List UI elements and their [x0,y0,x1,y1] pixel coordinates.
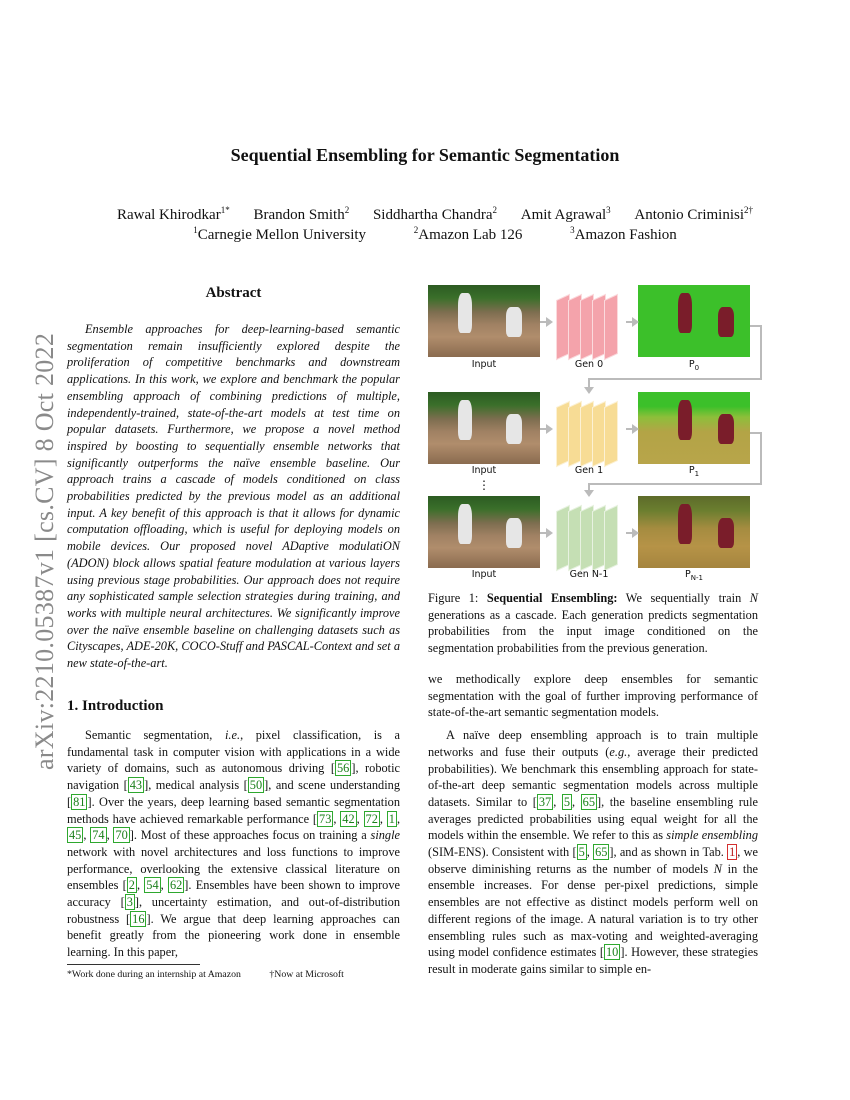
abstract-body [67,321,400,672]
generation-label: Gen N-1 [569,569,609,580]
footnote: †Now at Microsoft [269,969,344,980]
citation-link[interactable]: 73 [319,811,332,826]
input-label: Input [471,359,497,370]
prediction-label: $P_0$ [688,359,700,372]
input-label: Input [471,569,497,580]
author: Rawal Khirodkar$^{1*}$ [116,205,230,223]
intro-heading: 1. Introduction [67,698,164,714]
citation-link[interactable]: 62 [169,878,183,893]
paper-title: Sequential Ensembling for Semantic Segmentation [230,145,620,165]
citation-link[interactable]: 1 [388,811,395,826]
citation-link[interactable]: 65 [595,845,608,860]
footnotes [67,969,407,980]
citation-link[interactable]: 3 [126,895,133,910]
figure-1 [428,285,768,585]
citation-link[interactable]: 50 [249,778,263,793]
abstract-text: Ensemble approaches for deep-learning-based semantic segmentation remain insufficiently explored despite the proliferation of competitive benchmarks and downstream applications. In this work, we explore and benchmark the popular ensembling approach of combining predictions of multiple, independently-trained, state-of-the-art models at test time on popular datasets. Furthermore, we propose a novel method inspired by boosting to sequentially ensemble networks that significantly outperforms the naïve ensemble baseline. Our approach trains a cascade of models conditioned on class probabilities predicted by the previous model as an additional input. A key benefit of this approach is that it allows for dynamic computation offloading, which is useful for deploying models on mobile devices. Our proposed novel ADaptive modulatiON (ADON) block allows spatial feature modulation at various layers using previous stage probabilities. Our approach does not require any sophisticated sample selection strategies during training, and works with multiple neural architectures. We significantly improve over the naïve ensemble baseline on challenging datasets such as Cityscapes, ADE-20K, COCO-Stuff and PASCAL-Context and set a new state-of-the-art. [67,322,400,671]
generation-block-gen-1 [550,392,628,464]
prediction-map-pn-1 [638,496,750,568]
citation-link[interactable]: 5 [578,845,585,860]
citation-link[interactable]: 74 [92,828,105,843]
author-block [60,205,810,245]
citation-link[interactable]: 43 [129,778,143,793]
author: Amit Agrawal$^3$ [520,205,611,223]
intro-body [67,727,400,961]
prediction-label: $P_1$ [688,465,700,478]
affiliation: $^1$Carnegie Mellon University [193,225,367,243]
author: Brandon Smith$^2$ [253,205,350,223]
figure-caption: Figure 1: Sequential Ensembling: We sequentially train N generations as a cascade. Each generation predicts segmentation probabilities from the input image conditioned on the segmentation probabilities from the previous generation. [428,591,758,656]
prediction-label: $P_{N-1}$ [685,569,703,582]
affiliation: $^2$Amazon Lab 126 [413,225,523,243]
arxiv-sidebar [10,300,59,780]
citation-link[interactable]: 56 [336,761,350,776]
generation-block-gen-0 [550,285,628,357]
citation-link[interactable]: 37 [538,794,552,809]
intro-paragraph: Semantic segmentation, i.e., pixel classification, is a fundamental task in computer vision with applications in a wide variety of domains, such as autonomous driving [ 56 ], robotic navigation [ 43 ], medical analysis [ 50 ], and scene understanding [ 81 ]. Over the years, deep learning based semantic segmentation methods have achieved remarkable performance [ 73 , 42 , 72 , 1 , 45 , 74 , 70 ]. Most of these approaches focus on training a single network with novel architectures and loss functions to improve performance, overlooking the extensive classical literature on ensembles [ 2 , 54 , 62 ]. Ensembles have been shown to improve accuracy [ 3 ], uncertainty estimation, and out-of-distribution robustness [ 16 ]. We argue that deep learning approaches can benefit greatly from the pioneering work done in ensemble learning. In this paper, [67,728,401,960]
citation-link[interactable]: 10 [606,945,619,960]
generation-label: Gen 1 [574,465,604,476]
footnote-rule [67,964,200,965]
author: Siddhartha Chandra$^2$ [372,205,498,223]
citation-link[interactable]: 70 [115,828,128,843]
citation-link[interactable]: 16 [132,911,145,926]
citation-link[interactable]: 81 [73,794,86,809]
abstract-heading: Abstract [205,285,262,301]
generation-block-gen-n-1 [550,496,628,568]
ellipsis: ⋮ [478,478,490,492]
affiliation: $^3$Amazon Fashion [570,225,677,243]
citation-link[interactable]: 45 [69,828,82,843]
footnote: *Work done during an internship at Amazon [67,969,241,980]
arxiv-identifier: arXiv:2210.05387v1 [cs.CV] 8 Oct 2022 [30,332,59,770]
prediction-map-p0 [638,285,750,357]
right-column-body [428,671,758,978]
body-paragraph: we methodically explore deep ensembles for semantic segmentation with the goal of further improving performance of state-of-the-art semantic segmentation models. [428,672,758,720]
author: Antonio Criminisi$^{2\dagger}$ [634,205,754,223]
citation-link[interactable]: 5 [563,794,571,809]
prediction-map-p1 [638,392,750,464]
affiliation-list [60,225,810,245]
citation-link[interactable]: 2 [128,878,135,893]
body-paragraph: A naïve deep ensembling approach is to train multiple networks and fuse their outputs (e.g., average their predicted probabilities). We benchmark this ensembling approach for state-of-the-art deep semantic segmentation models across multiple datasets. Similar to [ 37 , 5 , 65 ], the baseline ensembling rule averages predicted probabilities using equal weight for all the models within the ensemble. We refer to this as simple ensembling (SIM-ENS). Consistent with [ 5 , 65 ], and as shown in Tab. 1 , we observe diminishing returns as the number of models N in the ensemble increases. For dense per-pixel predictions, simple ensembles are not effective as distinct models perform well on different regions of the image. A natural variation is to try other ensembling rules such as max-voting and weighted-averaging using model confidence estimates [ 10 ]. However, these strategies result in moderate gains similar to simple en- [428,728,759,976]
table-link[interactable]: 1 [729,845,736,860]
citation-link[interactable]: 65 [582,794,595,809]
input-image [428,496,540,568]
author-list [60,205,810,225]
citation-link[interactable]: 54 [146,878,159,893]
generation-label: Gen 0 [574,359,604,370]
citation-link[interactable]: 72 [365,811,378,826]
input-label: Input [471,465,497,476]
citation-link[interactable]: 42 [342,811,355,826]
input-image [428,285,540,357]
input-image [428,392,540,464]
